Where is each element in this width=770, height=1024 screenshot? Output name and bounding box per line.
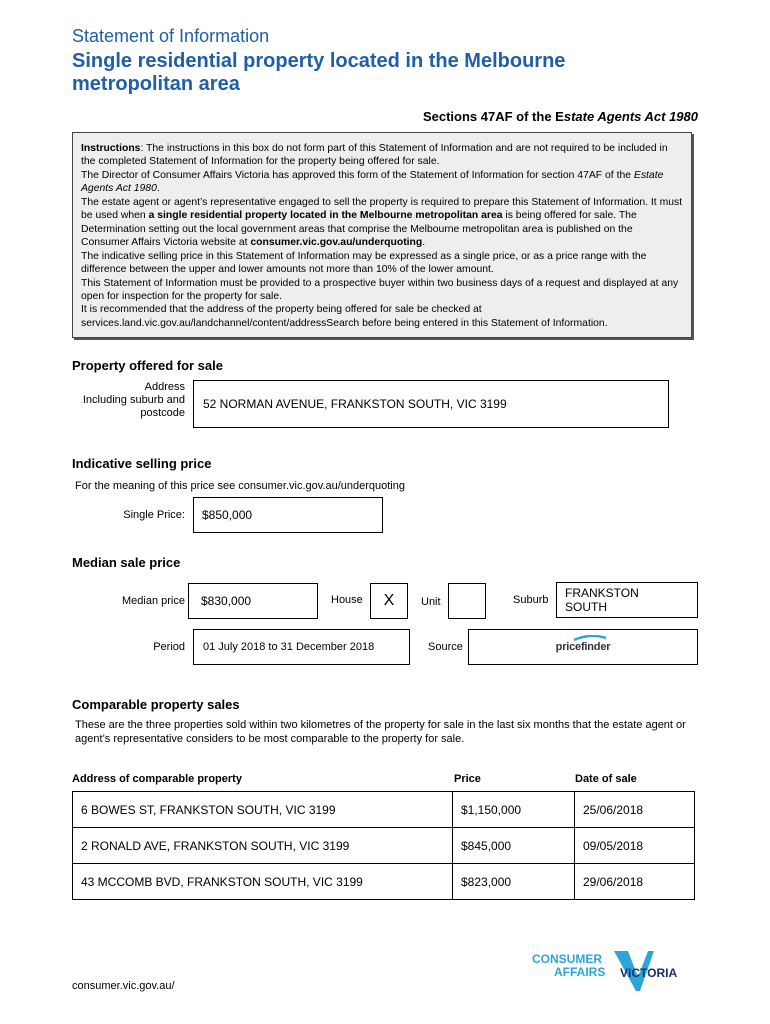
comp-address-cell[interactable]: 2 RONALD AVE, FRANKSTON SOUTH, VIC 3199 (73, 828, 453, 864)
instructions-p2c: . (156, 183, 160, 195)
address-label-line1: Address (144, 381, 185, 393)
median-price-label: Median price (122, 595, 185, 607)
suburb-line2: SOUTH (565, 600, 607, 614)
address-label-line2: Including suburb and (82, 394, 185, 406)
instructions-p4: The indicative selling price in this Statement of Information may be expressed as a single price, or as a price range with the difference between the upper and lower amounts not more than 10% of the lower amount. (81, 250, 647, 276)
instructions-p2a: The Director of Consumer Affairs Victoria has approved this form of the Statement of Information for section 47AF of the (81, 169, 634, 181)
address-label (83, 381, 185, 420)
comparable-heading: Comparable property sales (72, 697, 240, 712)
sections-act: state Agents Act 1980 (563, 109, 698, 124)
footer-url: consumer.vic.gov.au/ (72, 980, 175, 992)
unit-label: Unit (421, 596, 441, 608)
suburb-field[interactable] (556, 582, 698, 618)
table-row (73, 864, 695, 900)
indicative-heading: Indicative selling price (72, 456, 212, 471)
pricefinder-logo-text: pricefinder (555, 641, 611, 653)
period-label: Period (153, 641, 185, 653)
period-value: 01 July 2018 to 31 December 2018 (203, 641, 375, 653)
instructions-act: Estate Agents Act 1980 (81, 169, 664, 195)
col-header-price: Price (454, 773, 481, 785)
instructions-p3e: . (422, 237, 426, 249)
instructions-p3a: The estate agent or agent’s representative engaged to sell the property is required to prepare this Statement of Information. It must be used when (81, 196, 683, 222)
unit-checkbox[interactable] (448, 583, 486, 619)
comp-address-cell[interactable]: 43 MCCOMB BVD, FRANKSTON SOUTH, VIC 3199 (73, 864, 453, 900)
median-heading: Median sale price (72, 555, 181, 570)
comp-address-cell[interactable]: 6 BOWES ST, FRANKSTON SOUTH, VIC 3199 (73, 792, 453, 828)
col-header-date: Date of sale (575, 773, 637, 785)
instructions-p3c: is being offered for sale. The Determination setting out the local government areas that comprise the Melbourne metropolitan area is published on the Consumer Affairs Victoria website at (81, 210, 637, 249)
table-row (73, 792, 695, 828)
table-row (73, 828, 695, 864)
logo-consumer-affairs (532, 953, 605, 979)
property-heading: Property offered for sale (72, 358, 223, 373)
single-price-field[interactable] (193, 497, 383, 533)
address-label-line3: postcode (140, 407, 185, 419)
indicative-note: For the meaning of this price see consumer.vic.gov.au/underquoting (75, 480, 405, 492)
comparable-note: These are the three properties sold within two kilometres of the property for sale in the last six months that the estate agent or agent’s representative considers to be most comparable to the property for sale. (75, 719, 686, 745)
median-price-value: $830,000 (201, 594, 252, 608)
document-sections (423, 109, 698, 124)
comp-price-cell[interactable]: $1,150,000 (453, 792, 575, 828)
instructions-label: Instructions (81, 143, 141, 154)
suburb-label: Suburb (513, 594, 549, 606)
instructions-p6: It is recommended that the address of the property being offered for sale be checked at services.land.vic.gov.au/landchannel/content/addressSearch before being entered in this Statement of Information. (81, 304, 608, 329)
pricefinder-swoosh-icon (572, 635, 608, 641)
logo-line3: VICTORIA (620, 966, 678, 980)
document-kicker: Statement of Information (72, 26, 270, 46)
instructions-p1: : The instructions in this box do not form part of this Statement of Information and are not required to be included in the completed Statement of Information for the property being offered for sale. (81, 143, 668, 168)
comp-date-cell[interactable]: 09/05/2018 (575, 828, 695, 864)
document-title: Single residential property located in the Melbourne metropolitan area (72, 50, 566, 95)
instructions-p3d: consumer.vic.gov.au/underquoting (250, 237, 423, 249)
source-field (468, 629, 698, 665)
single-price-value: $850,000 (202, 508, 253, 522)
instructions-p5: This Statement of Information must be provided to a prospective buyer within two business days of a request and displayed at any open for inspection for the property for sale. (81, 277, 679, 302)
address-value: 52 NORMAN AVENUE, FRANKSTON SOUTH, VIC 3199 (203, 397, 507, 411)
logo-line2: AFFAIRS (554, 965, 606, 979)
single-price-label: Single Price: (123, 509, 185, 521)
comp-date-cell[interactable]: 29/06/2018 (575, 864, 695, 900)
comp-price-cell[interactable]: $823,000 (453, 864, 575, 900)
pricefinder-logo (556, 641, 611, 653)
comp-price-cell[interactable]: $845,000 (453, 828, 575, 864)
logo-line1: CONSUMER (532, 952, 603, 966)
suburb-line1: FRANKSTON (565, 586, 639, 600)
consumer-affairs-logo (532, 947, 692, 995)
period-field[interactable] (193, 629, 410, 665)
address-field[interactable] (193, 380, 669, 428)
sections-prefix: Sections 47AF of the E (422, 109, 564, 124)
instructions-box (72, 132, 692, 338)
col-header-address: Address of comparable property (72, 773, 242, 785)
house-checkbox[interactable] (370, 583, 408, 619)
comparable-table (72, 791, 695, 900)
house-label: House (331, 594, 363, 606)
source-label: Source (428, 641, 463, 653)
house-checkbox-mark: X (383, 592, 395, 609)
median-price-field[interactable] (188, 583, 318, 619)
comp-date-cell[interactable]: 25/06/2018 (575, 792, 695, 828)
instructions-p3b: a single residential property located in the Melbourne metropolitan area (148, 210, 503, 222)
